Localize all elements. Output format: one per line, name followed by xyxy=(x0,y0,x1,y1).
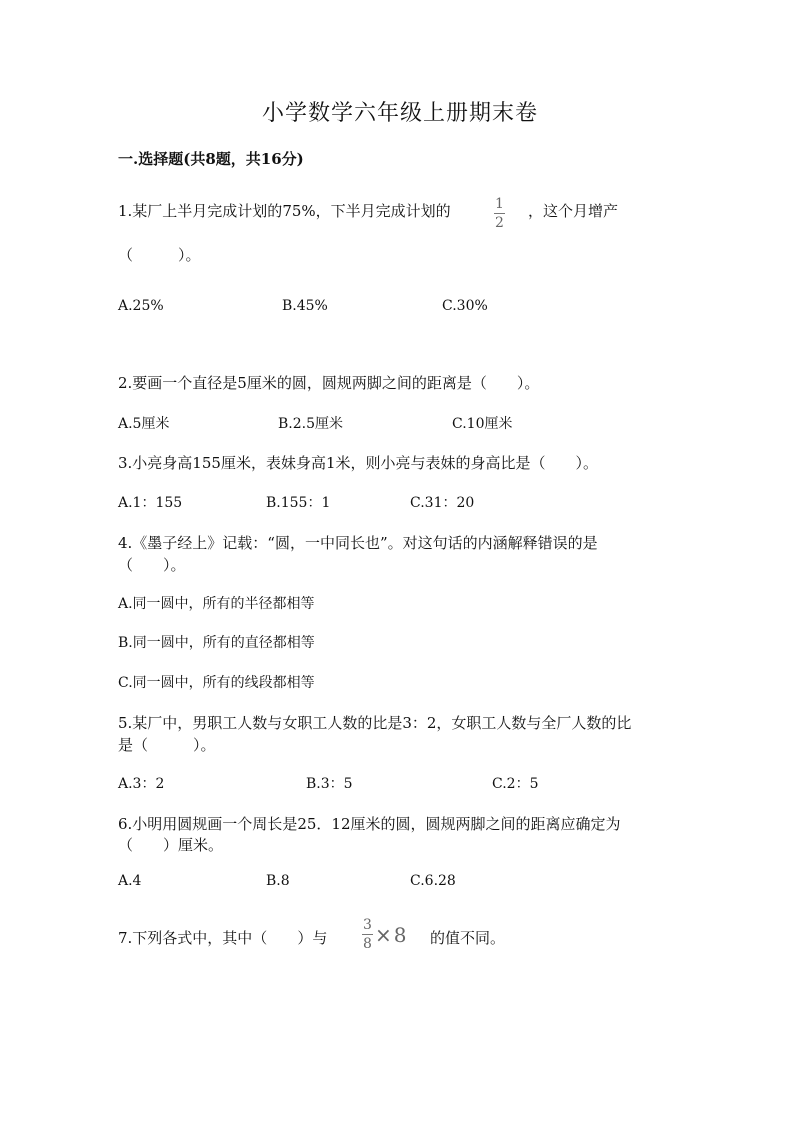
question-3-text: 3.小亮身高155厘米，表妹身高1米，则小亮与表妹的身高比是（ ）。 xyxy=(118,454,598,472)
question-6-option-b: B.8 xyxy=(266,873,290,889)
question-5-option-a: A.3：2 xyxy=(118,776,165,792)
fraction-bar xyxy=(494,213,505,214)
question-7-text-after: 的值不同。 xyxy=(430,929,506,947)
question-5-text: 5.某厂中，男职工人数与女职工人数的比是3：2，女职工人数与全厂人数的比 xyxy=(118,714,632,732)
fraction-bar xyxy=(362,934,373,935)
times-sign: × xyxy=(375,922,392,947)
factor-number: 8 xyxy=(393,922,407,947)
question-5-option-b: B.3：5 xyxy=(306,776,353,792)
question-7-expression xyxy=(362,918,407,951)
page-title: 小学数学六年级上册期末卷 xyxy=(261,101,538,126)
question-2-text: 2.要画一个直径是5厘米的圆，圆规两脚之间的距离是（ ）。 xyxy=(118,374,540,392)
question-7-fraction xyxy=(362,918,373,951)
question-4-option-b: B.同一圆中，所有的直径都相等 xyxy=(118,635,315,651)
question-4-text: 4.《墨子经上》记载：“圆，一中同长也”。对这句话的内涵解释错误的是 xyxy=(118,534,598,552)
fraction-numerator: 3 xyxy=(363,917,372,933)
question-1-fraction xyxy=(494,197,505,230)
question-1-text-after: ，这个月增产 xyxy=(528,202,619,220)
fraction-denominator: 2 xyxy=(495,215,504,231)
question-7-text: 7.下列各式中，其中（ ）与 xyxy=(118,929,328,947)
question-6-text: 6.小明用圆规画一个周长是25．12厘米的圆，圆规两脚之间的距离应确定为 xyxy=(118,815,621,833)
question-3-option-c: C.31：20 xyxy=(410,495,475,511)
question-5-option-c: C.2：5 xyxy=(492,776,539,792)
question-1-option-b: B.45% xyxy=(282,298,328,314)
question-6-blank: （ ）厘米。 xyxy=(118,836,224,854)
question-2-option-c: C.10厘米 xyxy=(452,416,513,432)
question-2-option-a: A.5厘米 xyxy=(118,416,170,432)
question-1-option-a: A.25% xyxy=(118,298,164,314)
question-3-option-a: A.1：155 xyxy=(118,495,183,511)
question-6-option-a: A.4 xyxy=(118,873,142,889)
question-4-option-a: A.同一圆中，所有的半径都相等 xyxy=(118,596,315,612)
question-4-blank: （ ）。 xyxy=(118,556,186,574)
question-1-option-c: C.30% xyxy=(442,298,488,314)
section-heading: 一.选择题(共8题，共16分) xyxy=(118,150,304,168)
question-1-text: 1.某厂上半月完成计划的75%，下半月完成计划的 xyxy=(118,202,451,220)
question-5-blank: 是（ ）。 xyxy=(118,736,216,754)
question-2-option-b: B.2.5厘米 xyxy=(278,416,344,432)
fraction-denominator: 8 xyxy=(363,936,372,952)
question-6-option-c: C.6.28 xyxy=(410,873,456,889)
question-3-option-b: B.155：1 xyxy=(266,495,331,511)
fraction-numerator: 1 xyxy=(495,196,504,212)
question-1-blank: （ ）。 xyxy=(118,246,201,264)
question-4-option-c: C.同一圆中，所有的线段都相等 xyxy=(118,675,315,691)
